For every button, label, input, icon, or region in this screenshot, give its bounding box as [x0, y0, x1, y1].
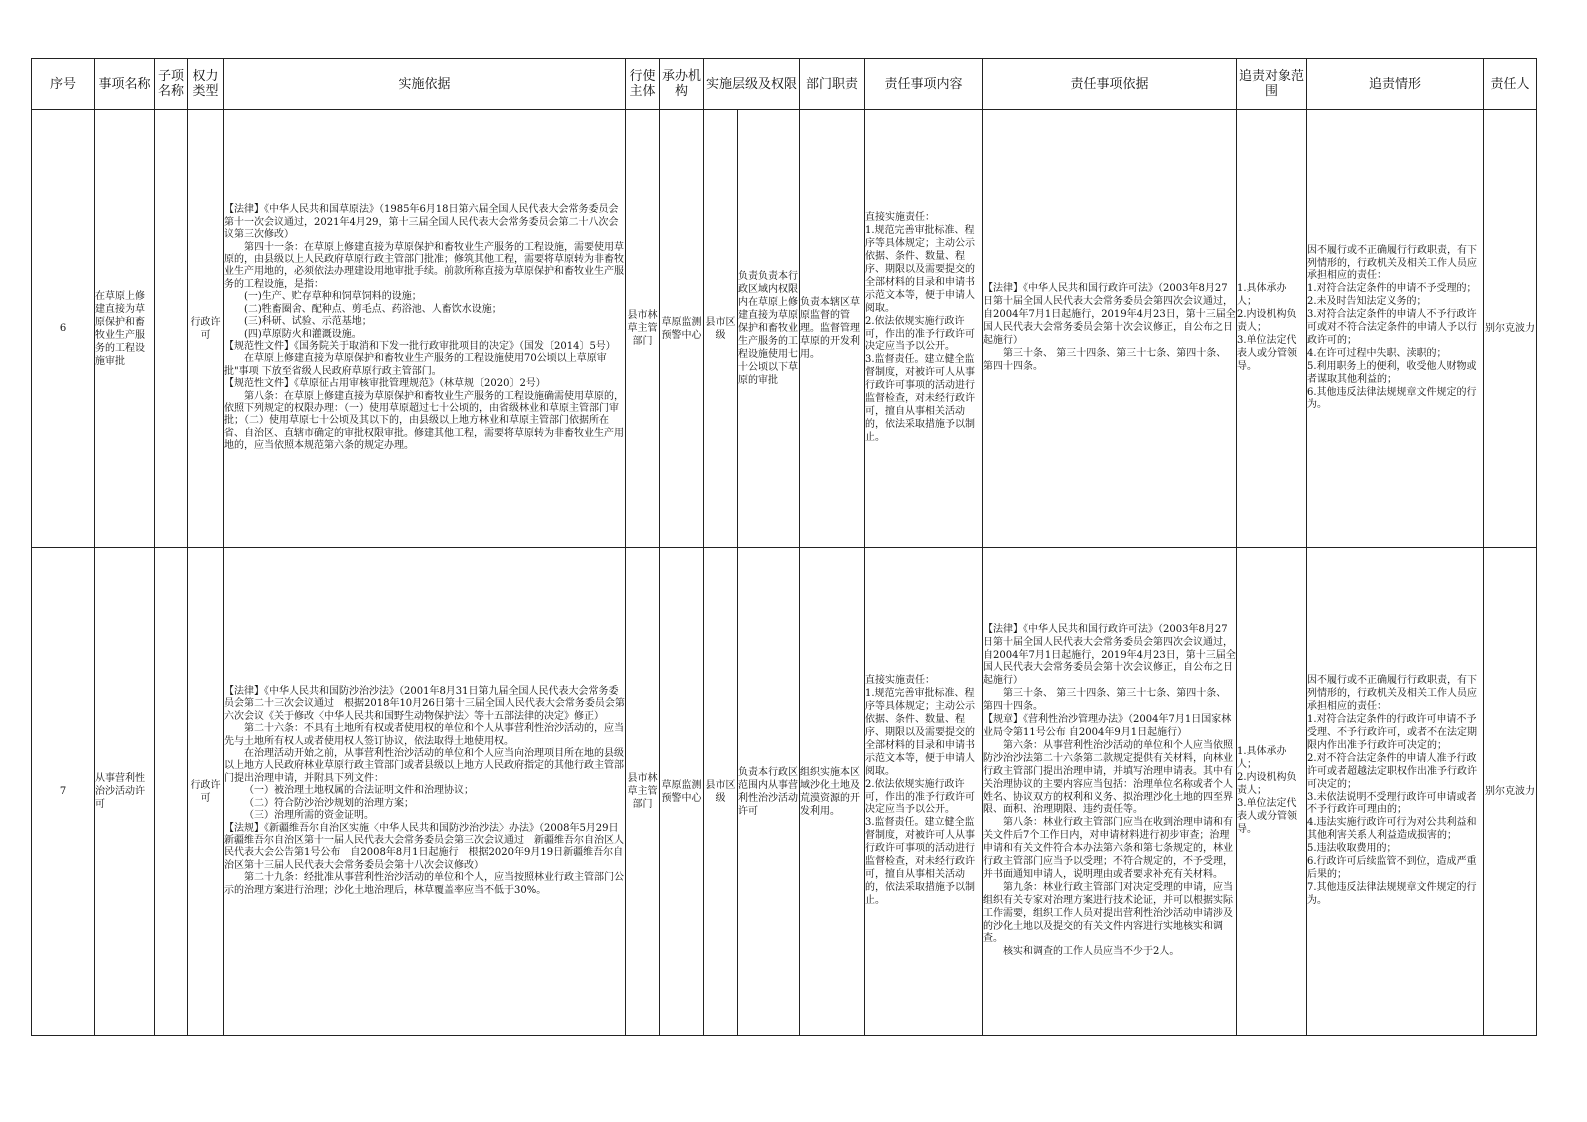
- paragraph: 2.未及时告知法定义务的；: [1307, 296, 1427, 308]
- subject-cell: 县市林草主管部门: [626, 110, 660, 548]
- dept-duty-cell: 组织实施本区域沙化土地及荒漠资源的开发利用。: [800, 548, 865, 1036]
- authority-cell: 负责负责本行政区域内权限内在草原上修建直接为草原保护和畜牧业生产服务的工程设施使用七十公顷以下草原的审批: [738, 110, 800, 548]
- header-person: 责任人: [1484, 59, 1537, 110]
- paragraph: 4.违法实施行政许可行为对公共利益和其他利害关系人利益造成损害的；: [1307, 817, 1477, 842]
- accountable-cases-cell: [1307, 548, 1484, 1036]
- paragraph: 第三十条、 第三十四条、第三十七条、第四十条、第四十四条。: [983, 347, 1227, 372]
- paragraph: （三）治理所需的资金证明。: [244, 810, 374, 822]
- header-accountable-scope: 追责对象范围: [1237, 59, 1307, 110]
- person-cell: 别尔克波力: [1484, 110, 1537, 548]
- paragraph: 3.对符合法定条件的申请人不予行政许可或对不符合法定条件的申请人予以行政许可的；: [1307, 309, 1478, 346]
- paragraph: 第九条：林业行政主管部门对决定受理的申请，应当组织有关专家对治理方案进行技术论证，并可以根据实际工作需要，组织工作人员对提出营利性治沙活动申请涉及的沙化土地以及提交的有关文件内容进行实地核实和调查。: [983, 881, 1234, 945]
- paragraph: 5.违法收取费用的；: [1307, 843, 1397, 855]
- header-power-type: 权力类型: [188, 59, 224, 110]
- paragraph: 第三十条、 第三十四条、第三十七条、第四十条、第四十四条。: [983, 688, 1227, 713]
- sub-item-cell: [155, 548, 188, 1036]
- header-subject: 行使主体: [626, 59, 660, 110]
- paragraph: 第八条：在草原上修建直接为草原保护和畜牧业生产服务的工程设施确需使用草原的，依照下列规定的权限办理：（一）使用草原超过七十公顷的，由省级林业和草原主管部门审批；（二）使用草原七十公顷及其以下的，由县级以上地方林业和草原主管部门依据所在省、自治区、直辖市确定的审批权限审批。修建其他工程，需要将草原转为非畜牧业生产用地的，应当依照本规范第六条的规定办理。: [224, 390, 624, 452]
- paragraph: 2.对不符合法定条件的申请人准予行政许可或者超越法定职权作出准予行政许可决定的；: [1307, 752, 1478, 790]
- paragraph: 【规章】《营利性治沙管理办法》（2004年7月1日国家林业局令第11号公布 自2004年9月1日起施行）: [983, 714, 1232, 738]
- paragraph: （二）符合防沙治沙规划的治理方案；: [244, 797, 414, 809]
- seq-cell: 7: [32, 548, 95, 1036]
- paragraph: 第八条：林业行政主管部门应当在收到治理申请和有关文件后7个工作日内，对申请材料进行初步审查；治理申请和有关文件符合本办法第六条和第七条规定的，林业行政主管部门应当予以受理；不符合规定的，不予受理，并书面通知申请人，说明理由或者要求补充有关材料。: [983, 817, 1234, 880]
- paragraph: 【法律】《中华人民共和国行政许可法》（2003年8月27日第十届全国人民代表大会常务委员会第四次会议通过，自2004年7月1日起施行，2019年4月23日，第十三届全国人民代表大会常务委员会第十次会议修正，自公布之日起施行）: [983, 623, 1236, 687]
- person-cell: 别尔克波力: [1484, 548, 1537, 1036]
- paragraph: （一）被治理土地权属的合法证明文件和治理协议；: [244, 785, 474, 797]
- header-handler: 承办机构: [660, 59, 704, 110]
- paragraph: (四)草原防火和灌溉设施。: [244, 328, 362, 340]
- power-type-cell: 行政许可: [188, 548, 224, 1036]
- item-name-cell: 在草原上修建直接为草原保护和畜牧业生产服务的工程设施审批: [95, 110, 155, 548]
- paragraph: 第二十九条：经批准从事营利性治沙活动的单位和个人，应当按照林业行政主管部门公示的治理方案进行治理；沙化土地治理后，林草覆盖率应当不低于30%。: [224, 872, 624, 896]
- dept-duty-cell: 负责本辖区草原监督的管理。监督管理草原的开发利用。: [800, 110, 865, 548]
- paragraph: 7.其他违反法律法规规章文件规定的行为。: [1307, 881, 1477, 906]
- handler-cell: 草原监测预警中心: [660, 548, 704, 1036]
- header-resp-basis: 责任事项依据: [983, 59, 1237, 110]
- accountable-scope-cell: 1.具体承办人； 2.内设机构负责人； 3.单位法定代表人或分管领导。: [1237, 110, 1307, 548]
- paragraph: 【法律】《中华人民共和国防沙治沙法》（2001年8月31日第九届全国人民代表大会常务委员会第二十三次会议通过 根据2018年10月26日第十三届全国人民代表大会常务委员会第六次会议《关于修改〈中华人民共和国野生动物保护法〉等十五部法律的决定》修正）: [224, 686, 625, 722]
- paragraph: 【法律】《中华人民共和国行政许可法》（2003年8月27日第十届全国人民代表大会常务委员会第四次会议通过，自2004年7月1日起施行，2019年4月23日，第十三届全国人民代表大会常务委员会第十次会议修正，自公布之日起施行）: [983, 283, 1236, 346]
- level-cell: 县市区级: [704, 110, 738, 548]
- seq-cell: 6: [32, 110, 95, 548]
- header-row: [32, 59, 1537, 110]
- paragraph: 【规范性文件】《草原征占用审核审批管理规范》（林草规〔2020〕2号）: [224, 378, 546, 390]
- paragraph: 6.其他违反法律法规规章文件规定的行为。: [1307, 386, 1477, 411]
- header-sub-item: 子项名称: [155, 59, 188, 110]
- paragraph: 【法律】《中华人民共和国草原法》（1985年6月18日第六届全国人民代表大会常务委员会第十一次会议通过，2021年4月29，第十三届全国人民代表大会常务委员会第二十八次会议第三次修改）: [224, 204, 619, 241]
- paragraph: 直接实施责任：: [865, 675, 936, 687]
- paragraph: 在治理活动开始之前，从事营利性治沙活动的单位和个人应当向治理项目所在地的县级以上地方人民政府林业草原行政主管部门或者县级以上地方人民政府指定的其他行政主管部门提出治理申请，并附具下列文件：: [224, 748, 624, 784]
- handler-cell: 草原监测预警中心: [660, 110, 704, 548]
- paragraph: 1.规范完善审批标准、程序等具体规定；主动公示依据、条件、数量、程序、期限以及需要提交的全部材料的目录和申请书示范文本等，便于申请人阅取。: [865, 688, 976, 777]
- paragraph: 1.对符合法定条件的申请不予受理的；: [1307, 283, 1477, 295]
- paragraph: 因不履行或不正确履行行政职责，有下列情形的，行政机关及相关工作人员应承担相应的责任：: [1307, 244, 1478, 282]
- header-resp-content: 责任事项内容: [865, 59, 983, 110]
- paragraph: 5.利用职务上的便利，收受他人财物或者谋取其他利益的；: [1307, 360, 1477, 385]
- sub-item-cell: [155, 110, 188, 548]
- header-basis: 实施依据: [224, 59, 626, 110]
- table-row: [32, 110, 1537, 548]
- responsibility-table: [31, 58, 1537, 1036]
- header-seq: 序号: [32, 59, 95, 110]
- basis-cell: [224, 548, 626, 1036]
- paragraph: 3.未依法说明不受理行政许可申请或者不予行政许可理由的；: [1307, 791, 1477, 816]
- paragraph: 在草原上修建直接为草原保护和畜牧业生产服务的工程设施使用70公顷以上草原审批"事项 下放至省级人民政府草原行政主管部门。: [224, 353, 607, 377]
- paragraph: 3.监督责任。建立健全监督制度，对被许可人从事行政许可事项的活动进行监督检查，对未经行政许可，擅自从事相关活动的，依法采取措施予以制止。: [865, 817, 976, 906]
- authority-cell: 负责本行政区范围内从事营利性治沙活动许可: [738, 548, 800, 1036]
- paragraph: (一)生产、贮存草种和饲草饲料的设施；: [244, 291, 422, 303]
- header-level: 实施层级及权限: [704, 59, 800, 110]
- item-name-cell: 从事营利性治沙活动许可: [95, 548, 155, 1036]
- power-type-cell: 行政许可: [188, 110, 224, 548]
- paragraph: 因不履行或不正确履行行政职责，有下列情形的，行政机关及相关工作人员应承担相应的责任：: [1307, 675, 1478, 713]
- basis-cell: [224, 110, 626, 548]
- header-accountable-cases: 追责情形: [1307, 59, 1484, 110]
- paragraph: 核实和调查的工作人员应当不少于2人。: [1003, 946, 1180, 958]
- paragraph: (三)科研、试验、示范基地；: [244, 316, 372, 328]
- paragraph: 4.在许可过程中失职、渎职的；: [1307, 347, 1447, 359]
- resp-content-cell: [865, 548, 983, 1036]
- paragraph: 第四十一条：在草原上修建直接为草原保护和畜牧业生产服务的工程设施，需要使用草原的，由县级以上人民政府草原行政主管部门批准；修筑其他工程，需要将草原转为非畜牧业生产用地的，必须依法办理建设用地审批手续。前款所称直接为草原保护和畜牧业生产服务的工程设施，是指：: [224, 241, 624, 290]
- resp-basis-cell: [983, 110, 1237, 548]
- paragraph: 3.监督责任。建立健全监督制度，对被许可人从事行政许可事项的活动进行监督检查，对未经行政许可，擅自从事相关活动的，依法采取措施予以制止。: [865, 354, 976, 443]
- paragraph: 第二十六条：不具有土地所有权或者使用权的单位和个人从事营利性治沙活动的，应当先与土地所有权人或者使用权人签订协议，依法取得土地使用权。: [224, 723, 624, 747]
- accountable-scope-cell: 1.具体承办人； 2.内设机构负责人； 3.单位法定代表人或分管领导。: [1237, 548, 1307, 1036]
- resp-basis-cell: [983, 548, 1237, 1036]
- header-dept-duty: 部门职责: [800, 59, 865, 110]
- level-cell: 县市区级: [704, 548, 738, 1036]
- paragraph: 1.规范完善审批标准、程序等具体规定；主动公示依据、条件、数量、程序、期限以及需要提交的全部材料的目录和申请书示范文本等，便于申请人阅取。: [865, 225, 976, 314]
- accountable-cases-cell: [1307, 110, 1484, 548]
- paragraph: 1.对符合法定条件的行政许可申请不予受理、不予行政许可，或者不在法定期限内作出准予行政许可决定的；: [1307, 714, 1478, 751]
- paragraph: 【法规】《新疆维吾尔自治区实施〈中华人民共和国防沙治沙法〉办法》（2008年5月29日新疆维吾尔自治区第十一届人民代表大会常务委员会第三次会议通过 新疆维吾尔自治区人民代表大会公告第1号公布 自2008年8月1日起施行 根据2020年9月19日新疆维吾尔自治区第十三届人民代表大会常务委员会第十八次会议修改）: [224, 822, 624, 871]
- paragraph: 【规范性文件】《国务院关于取消和下发一批行政审批项目的决定》（国发〔2014〕5号）: [224, 340, 616, 352]
- table-row: [32, 548, 1537, 1036]
- paragraph: 第六条：从事营利性治沙活动的单位和个人应当依照防沙治沙法第二十六条第二款规定提供有关材料，向林业行政主管部门提出治理申请，并填写治理申请表。其中有关治理协议的主要内容应当包括：治理单位名称或者个人姓名、协议双方的权利和义务、拟治理沙化土地的四至界限、面积、治理期限、违约责任等。: [983, 739, 1234, 816]
- header-item-name: 事项名称: [95, 59, 155, 110]
- subject-cell: 县市林草主管部门: [626, 548, 660, 1036]
- paragraph: 6.行政许可后续监管不到位，造成严重后果的；: [1307, 856, 1477, 880]
- resp-content-cell: [865, 110, 983, 548]
- paragraph: 2.依法依规实施行政许可，作出的准予行政许可决定应当予以公开。: [865, 315, 976, 353]
- paragraph: 2.依法依规实施行政许可，作出的准予行政许可决定应当予以公开。: [865, 778, 976, 816]
- paragraph: 直接实施责任：: [865, 212, 936, 224]
- paragraph: (二)牲畜圈舍、配种点、剪毛点、药浴池、人畜饮水设施；: [244, 303, 502, 315]
